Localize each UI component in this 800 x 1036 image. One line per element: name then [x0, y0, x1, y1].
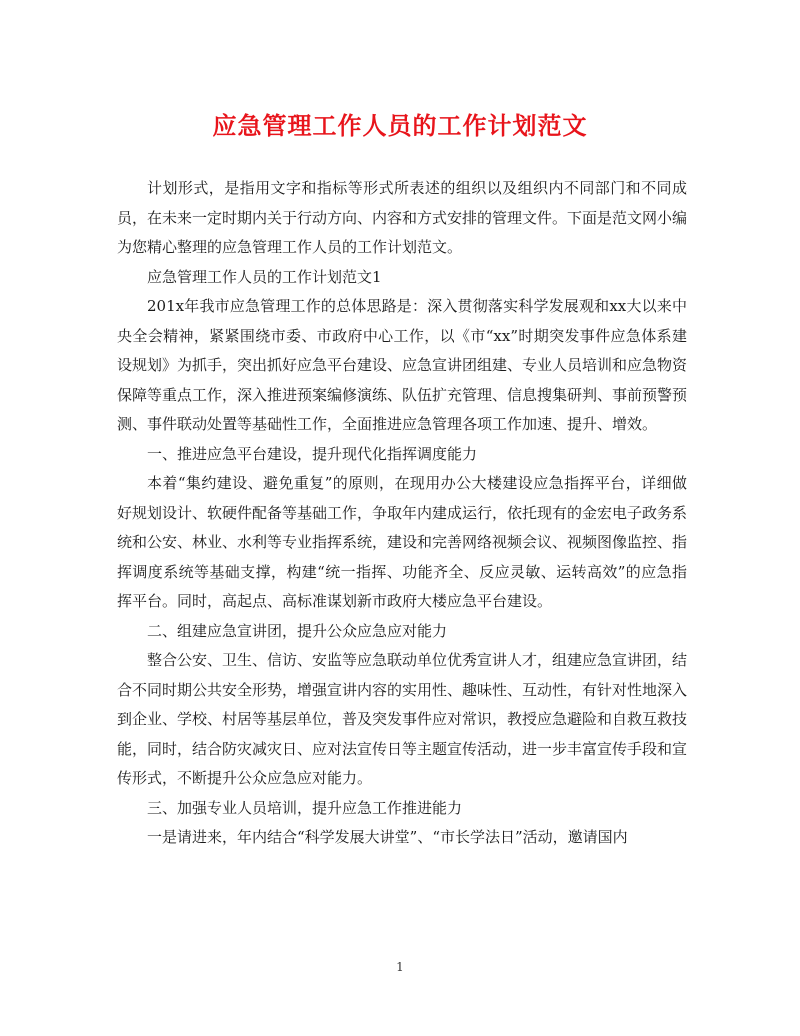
paragraph-overview: 201x年我市应急管理工作的总体思路是：深入贯彻落实科学发展观和xx大以来中央全会精神，紧紧围绕市委、市政府中心工作，以《市“xx”时期突发事件应急体系建设规划》为抓手，突出抓好应急平台建设、应急宣讲团组建、专业人员培训和应急物资保障等重点工作，深入推进预案编修演练、队伍扩充管理、信息搜集研判、事前预警预测、事件联动处置等基础性工作，全面推进应急管理各项工作加速、提升、增效。: [117, 297, 688, 433]
document-body: [117, 174, 687, 853]
paragraph-intro: 计划形式，是指用文字和指标等形式所表述的组织以及组织内不同部门和不同成员，在未来一定时期内关于行动方向、内容和方式安排的管理文件。下面是范文网小编为您精心整理的应急管理工作人员的工作计划范文。: [117, 179, 688, 256]
section-heading-1: 一、推进应急平台建设，提升现代化指挥调度能力: [147, 444, 478, 463]
paragraph-section-3: 一是请进来，年内结合“科学发展大讲堂”、“市长学法日”活动，邀请国内: [147, 828, 628, 846]
paragraph-subtitle: 应急管理工作人员的工作计划范文1: [147, 267, 382, 286]
paragraph-section-2: 整合公安、卫生、信访、安监等应急联动单位优秀宣讲人才，组建应急宣讲团，结合不同时期公共安全形势，增强宣讲内容的实用性、趣味性、互动性，有针对性地深入到企业、学校、村居等基层单位，普及突发事件应对常识，教授应急避险和自救互救技能，同时，结合防灾减灾日、应对法宣传日等主题宣传活动，进一步丰富宣传手段和宣传形式，不断提升公众应急应对能力。: [117, 651, 688, 787]
document-title: 应急管理工作人员的工作计划范文: [212, 112, 588, 140]
section-heading-2: 二、组建应急宣讲团，提升公众应急应对能力: [147, 621, 448, 640]
section-heading-3: 三、加强专业人员培训，提升应急工作推进能力: [147, 798, 463, 817]
page-number: 1: [396, 960, 404, 974]
paragraph-section-1: 本着“集约建设、避免重复”的原则，在现用办公大楼建设应急指挥平台，详细做好规划设计、软硬件配备等基础工作，争取年内建成运行，依托现有的金宏电子政务系统和公安、林业、水利等专业指挥系统，建设和完善网络视频会议、视频图像监控、指挥调度系统等基础支撑，构建“统一指挥、功能齐全、反应灵敏、运转高效”的应急指挥平台。同时，高起点、高标准谋划新市政府大楼应急平台建设。: [117, 474, 688, 610]
